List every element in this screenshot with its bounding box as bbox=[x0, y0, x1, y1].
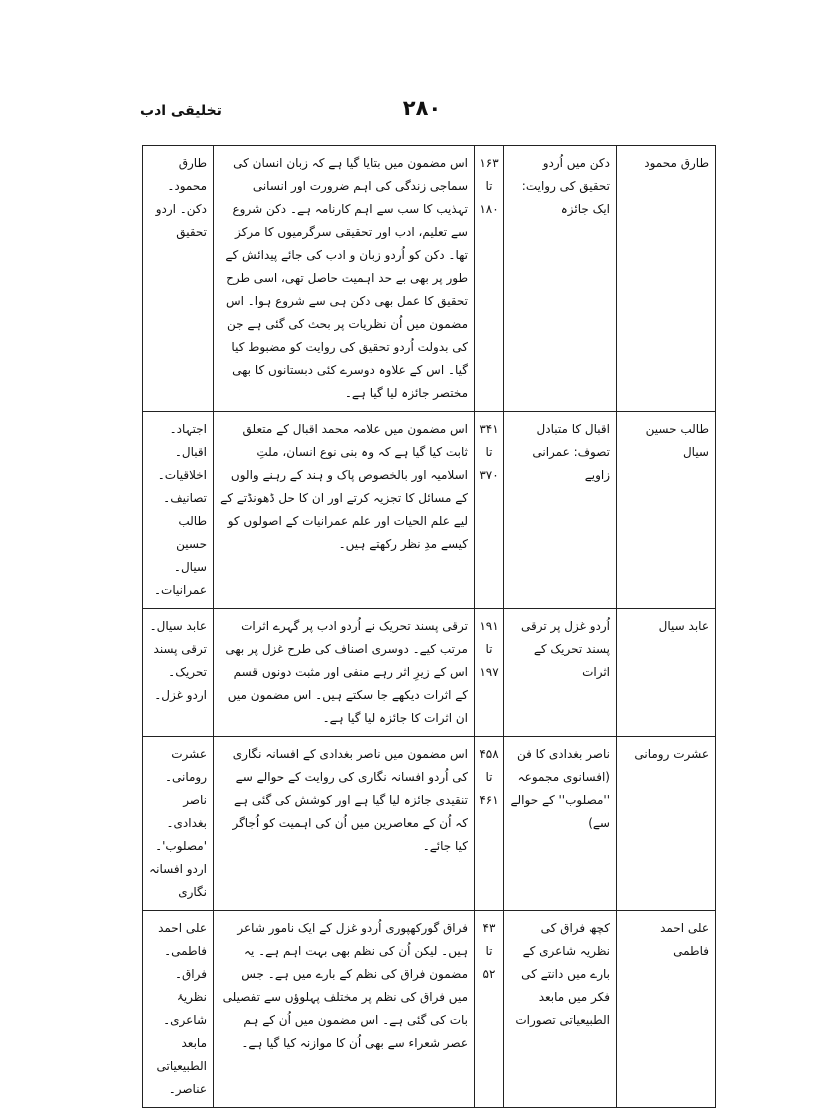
page-to: تا bbox=[485, 944, 493, 958]
page-end: ۳۷۰ bbox=[479, 468, 499, 482]
page-to: تا bbox=[485, 179, 493, 193]
page-number: ۲۸۰ bbox=[402, 96, 442, 120]
page-to: تا bbox=[485, 770, 493, 784]
summary-cell: اس مضمون میں علامہ محمد اقبال کے متعلق ثابت کیا گیا ہے کہ وہ بنی نوع انسان، ملتِ اسلامیہ اور بالخصوص پاک و ہند کے رہنے والوں کے مسائل کا تجزیہ کرتے اور ان کا حل ڈھونڈتے کے لیے علم الحیات اور علم عمرانیات کے اصولوں کو کیسے مدِ نظر رکھتے ہیں۔ bbox=[214, 412, 475, 609]
table-row bbox=[143, 737, 716, 911]
title-cell: کچھ فراق کی نظریہ شاعری کے بارے میں دانتے کی فکر میں مابعد الطبیعیاتی تصورات bbox=[504, 911, 617, 1108]
pages-cell bbox=[475, 146, 504, 412]
title-cell: اُردو غزل پر ترقی پسند تحریک کے اثرات bbox=[504, 609, 617, 737]
keywords-cell: علی احمد فاطمی۔ فراق۔ نظریۂ شاعری۔ مابعد الطبیعیاتی عناصر۔ bbox=[143, 911, 214, 1108]
pages-cell bbox=[475, 737, 504, 911]
page-end: ۱۹۷ bbox=[479, 665, 499, 679]
table-row bbox=[143, 911, 716, 1108]
keywords-cell: طارق محمود۔ دکن۔ اردو تحقیق bbox=[143, 146, 214, 412]
table-row bbox=[143, 146, 716, 412]
page-start: ۴۳ bbox=[482, 921, 496, 935]
author-cell: طارق محمود bbox=[617, 146, 716, 412]
keywords-cell: اجتہاد۔ اقبال۔ اخلاقیات۔ تصانیف۔ طالب حسین سیال۔ عمرانیات۔ bbox=[143, 412, 214, 609]
author-cell: طالب حسین سیال bbox=[617, 412, 716, 609]
page-header bbox=[140, 96, 700, 126]
page-end: ۵۲ bbox=[482, 967, 496, 981]
title-cell: دکن میں اُردو تحقیق کی روایت: ایک جائزہ bbox=[504, 146, 617, 412]
page-start: ۱۹۱ bbox=[479, 619, 499, 633]
page-start: ۴۵۸ bbox=[479, 747, 499, 761]
page-to: تا bbox=[485, 642, 493, 656]
running-title: تخلیقی ادب bbox=[140, 103, 222, 119]
page-end: ۴۶۱ bbox=[479, 793, 499, 807]
summary-cell: ترقی پسند تحریک نے اُردو ادب پر گہرے اثرات مرتب کیے۔ دوسری اصناف کی طرح غزل پر بھی اس کے زیرِ اثر رہے منفی اور مثبت دونوں قسم کے اثرات دیکھے جا سکتے ہیں۔ اس مضمون میں ان اثرات کا جائزہ لیا گیا ہے۔ bbox=[214, 609, 475, 737]
author-cell: عشرت رومانی bbox=[617, 737, 716, 911]
title-cell: ناصر بغدادی کا فن (افسانوی مجموعہ ''مصلوب'' کے حوالے سے) bbox=[504, 737, 617, 911]
pages-cell bbox=[475, 609, 504, 737]
article-index-table bbox=[142, 145, 716, 1108]
summary-cell: اس مضمون میں ناصر بغدادی کے افسانہ نگاری کی اُردو افسانہ نگاری کی روایت کے حوالے سے تنقیدی جائزہ لیا گیا ہے اور کوشش کی گئی ہے کہ اُن کے معاصرین میں اُن کی اہمیت کو اُجاگر کیا جائے۔ bbox=[214, 737, 475, 911]
keywords-cell: عابد سیال۔ ترقی پسند تحریک۔ اردو غزل۔ bbox=[143, 609, 214, 737]
pages-cell bbox=[475, 911, 504, 1108]
author-cell: علی احمد فاطمی bbox=[617, 911, 716, 1108]
page-end: ۱۸۰ bbox=[479, 202, 499, 216]
pages-cell bbox=[475, 412, 504, 609]
page-start: ۳۴۱ bbox=[479, 422, 499, 436]
author-cell: عابد سیال bbox=[617, 609, 716, 737]
table-row bbox=[143, 609, 716, 737]
keywords-cell: عشرت رومانی۔ ناصر بغدادی۔ 'مصلوب'۔ اردو افسانہ نگاری bbox=[143, 737, 214, 911]
title-cell: اقبال کا متبادل تصوف: عمرانی زاویے bbox=[504, 412, 617, 609]
page-start: ۱۶۳ bbox=[479, 156, 499, 170]
page-to: تا bbox=[485, 445, 493, 459]
summary-cell: فراق گورکھپوری اُردو غزل کے ایک نامور شاعر ہیں۔ لیکن اُن کی نظم بھی بہت اہم ہے۔ یہ مضمون فراق کی نظم کے بارے میں ہے۔ جس میں فراق کی نظم پر مختلف پہلوؤں سے تفصیلی بات کی گئی ہے۔ اس مضمون میں اُن کے ہم عصر شعراء سے بھی اُن کا موازنہ کیا گیا ہے۔ bbox=[214, 911, 475, 1108]
summary-cell: اس مضمون میں بتایا گیا ہے کہ زبان انسان کی سماجی زندگی کی اہم ضرورت اور انسانی تہذیب کا سب سے اہم کارنامہ ہے۔ دکن شروع سے تعلیم، ادب اور تحقیقی سرگرمیوں کا مرکز تھا۔ دکن کو اُردو زبان و ادب کی جائے پیدائش کے طور پر بھی بے حد اہمیت حاصل تھی، اسی طرح تحقیق کا عمل بھی دکن ہی سے شروع ہوا۔ اس مضمون میں اُن نظریات پر بحث کی گئی ہے جن کی بدولت اُردو تحقیق کی روایت کو مضبوط کیا گیا۔ اس کے علاوہ دوسرے کئی دبستانوں کا بھی مختصر جائزہ لیا گیا ہے۔ bbox=[214, 146, 475, 412]
table-row bbox=[143, 412, 716, 609]
